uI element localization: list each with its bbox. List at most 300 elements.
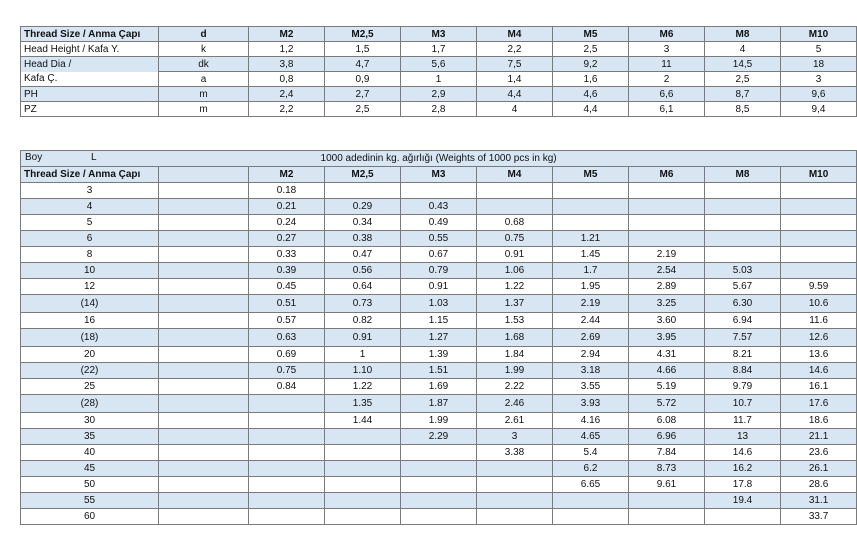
weight-value-cell: 1.69 xyxy=(401,379,477,395)
weight-value-cell: 9.61 xyxy=(629,477,705,493)
weights-row xyxy=(21,461,857,477)
weights-row xyxy=(21,215,857,231)
weight-value-cell xyxy=(401,183,477,199)
weights-header-cell: M4 xyxy=(477,167,553,183)
dimensions-value-cell: 3 xyxy=(781,72,857,87)
weight-value-cell: 1.22 xyxy=(477,279,553,295)
weight-value-cell: 1.06 xyxy=(477,263,553,279)
weight-value-cell: 10.7 xyxy=(705,395,781,413)
weight-value-cell: 1.22 xyxy=(325,379,401,395)
dimensions-value-cell: 2,4 xyxy=(249,87,325,102)
weight-value-cell: 2.69 xyxy=(553,329,629,347)
weight-value-cell: 0.45 xyxy=(249,279,325,295)
weight-value-cell: 6.2 xyxy=(553,461,629,477)
weight-value-cell: 6.94 xyxy=(705,313,781,329)
weights-row xyxy=(21,429,857,445)
weight-value-cell: 0.82 xyxy=(325,313,401,329)
weights-row xyxy=(21,263,857,279)
spacer-cell xyxy=(159,215,249,231)
weights-title-cell xyxy=(21,151,857,167)
spacer-cell xyxy=(159,313,249,329)
weight-value-cell: 14.6 xyxy=(705,445,781,461)
dimensions-value-cell: 4 xyxy=(477,102,553,117)
weight-value-cell: 16.1 xyxy=(781,379,857,395)
weight-value-cell xyxy=(553,509,629,525)
length-cell: (22) xyxy=(21,363,159,379)
weight-value-cell: 23.6 xyxy=(781,445,857,461)
dimensions-value-cell: 1,2 xyxy=(249,42,325,57)
dimensions-value-cell: 2,7 xyxy=(325,87,401,102)
dimensions-value-cell: 6,6 xyxy=(629,87,705,102)
weight-value-cell xyxy=(249,429,325,445)
weight-value-cell: 8.73 xyxy=(629,461,705,477)
dimensions-value-cell: 1,4 xyxy=(477,72,553,87)
weight-value-cell: 0.69 xyxy=(249,347,325,363)
dimensions-row-label: PZ xyxy=(21,102,159,117)
weights-row xyxy=(21,183,857,199)
weight-value-cell: 5.03 xyxy=(705,263,781,279)
dimensions-value-cell: 4,4 xyxy=(553,102,629,117)
weight-value-cell: 0.56 xyxy=(325,263,401,279)
dimensions-value-cell: 14,5 xyxy=(705,57,781,72)
dimensions-row xyxy=(21,72,857,87)
dimensions-row-label: Head Height / Kafa Y. xyxy=(21,42,159,57)
spacer-cell xyxy=(159,199,249,215)
dimensions-value-cell: 2,2 xyxy=(477,42,553,57)
weight-value-cell xyxy=(477,509,553,525)
weight-value-cell xyxy=(325,429,401,445)
weight-value-cell: 0.55 xyxy=(401,231,477,247)
weights-table xyxy=(20,150,857,525)
weights-row xyxy=(21,313,857,329)
weight-value-cell: 2.94 xyxy=(553,347,629,363)
spacer-cell xyxy=(159,231,249,247)
weight-value-cell: 0.43 xyxy=(401,199,477,215)
length-cell: 8 xyxy=(21,247,159,263)
weights-header-cell: M8 xyxy=(705,167,781,183)
weights-header-cell: M2 xyxy=(249,167,325,183)
weights-title-row xyxy=(21,151,857,167)
length-cell: 4 xyxy=(21,199,159,215)
weight-value-cell: 5.72 xyxy=(629,395,705,413)
weight-value-cell xyxy=(249,461,325,477)
dimensions-header-cell: M6 xyxy=(629,27,705,42)
dimensions-row-symbol: k xyxy=(159,42,249,57)
weight-value-cell xyxy=(325,509,401,525)
dimensions-value-cell: 2 xyxy=(629,72,705,87)
weight-value-cell xyxy=(781,263,857,279)
weight-value-cell xyxy=(629,215,705,231)
weights-row xyxy=(21,347,857,363)
dimensions-row-symbol: a xyxy=(159,72,249,87)
dimensions-value-cell: 2,9 xyxy=(401,87,477,102)
weight-value-cell: 0.75 xyxy=(249,363,325,379)
weight-value-cell xyxy=(629,183,705,199)
weight-value-cell xyxy=(325,445,401,461)
weights-header-cell: M5 xyxy=(553,167,629,183)
weight-value-cell: 0.27 xyxy=(249,231,325,247)
length-cell: 55 xyxy=(21,493,159,509)
weight-value-cell: 0.34 xyxy=(325,215,401,231)
weight-value-cell xyxy=(249,477,325,493)
weight-value-cell: 1.99 xyxy=(401,413,477,429)
dimensions-row xyxy=(21,57,857,72)
spacer-cell xyxy=(159,295,249,313)
dimensions-row xyxy=(21,42,857,57)
weight-value-cell xyxy=(249,445,325,461)
weight-value-cell: 1.95 xyxy=(553,279,629,295)
boy-label: Boy xyxy=(25,152,43,163)
spacer-cell xyxy=(159,183,249,199)
weight-value-cell: 12.6 xyxy=(781,329,857,347)
weight-value-cell: 2.19 xyxy=(629,247,705,263)
weight-value-cell: 4.66 xyxy=(629,363,705,379)
weight-value-cell: 3.18 xyxy=(553,363,629,379)
weight-value-cell: 1.68 xyxy=(477,329,553,347)
length-cell: (18) xyxy=(21,329,159,347)
dimensions-value-cell: 1,5 xyxy=(325,42,401,57)
weight-value-cell xyxy=(629,493,705,509)
weight-value-cell: 0.18 xyxy=(249,183,325,199)
spacer-cell xyxy=(159,347,249,363)
dimensions-value-cell: 11 xyxy=(629,57,705,72)
weight-value-cell: 28.6 xyxy=(781,477,857,493)
dimensions-row-symbol: dk xyxy=(159,57,249,72)
spacer-cell xyxy=(159,329,249,347)
weights-row xyxy=(21,493,857,509)
length-cell: 30 xyxy=(21,413,159,429)
dimensions-header-cell: d xyxy=(159,27,249,42)
weight-value-cell xyxy=(325,477,401,493)
dimensions-value-cell: 2,8 xyxy=(401,102,477,117)
spacer-cell xyxy=(159,509,249,525)
weights-header-cell: M2,5 xyxy=(325,167,401,183)
weight-value-cell: 4.65 xyxy=(553,429,629,445)
weight-value-cell: 14.6 xyxy=(781,363,857,379)
spacer-cell xyxy=(159,477,249,493)
spacer-cell xyxy=(159,429,249,445)
weight-value-cell: 5.19 xyxy=(629,379,705,395)
weight-value-cell xyxy=(249,509,325,525)
dimensions-value-cell: 2,5 xyxy=(553,42,629,57)
weight-value-cell xyxy=(781,183,857,199)
dimensions-header-cell: M8 xyxy=(705,27,781,42)
weight-value-cell: 1 xyxy=(325,347,401,363)
length-cell: 12 xyxy=(21,279,159,295)
weight-value-cell xyxy=(553,493,629,509)
weight-value-cell: 3 xyxy=(477,429,553,445)
weight-value-cell: 0.38 xyxy=(325,231,401,247)
dimensions-header-row xyxy=(21,27,857,42)
weights-row xyxy=(21,363,857,379)
weight-value-cell: 2.89 xyxy=(629,279,705,295)
dimensions-header-cell: Thread Size / Anma Çapı xyxy=(21,27,159,42)
weight-value-cell: 0.64 xyxy=(325,279,401,295)
dimensions-value-cell: 2,5 xyxy=(705,72,781,87)
weight-value-cell: 13 xyxy=(705,429,781,445)
weight-value-cell: 6.30 xyxy=(705,295,781,313)
length-cell: 5 xyxy=(21,215,159,231)
weight-value-cell: 0.21 xyxy=(249,199,325,215)
dimensions-row xyxy=(21,102,857,117)
weight-value-cell: 1.21 xyxy=(553,231,629,247)
weights-row xyxy=(21,247,857,263)
weight-value-cell: 3.60 xyxy=(629,313,705,329)
weight-value-cell xyxy=(249,413,325,429)
length-cell: 45 xyxy=(21,461,159,477)
weight-value-cell xyxy=(781,231,857,247)
length-cell: 10 xyxy=(21,263,159,279)
weights-row xyxy=(21,231,857,247)
dimensions-value-cell: 5,6 xyxy=(401,57,477,72)
dimensions-value-cell: 1,6 xyxy=(553,72,629,87)
weight-value-cell: 33.7 xyxy=(781,509,857,525)
weight-value-cell xyxy=(629,231,705,247)
spacer-cell xyxy=(159,363,249,379)
weight-value-cell: 4.31 xyxy=(629,347,705,363)
weight-value-cell xyxy=(705,183,781,199)
weight-value-cell xyxy=(781,199,857,215)
length-cell: 3 xyxy=(21,183,159,199)
length-cell: 20 xyxy=(21,347,159,363)
weight-value-cell: 19.4 xyxy=(705,493,781,509)
weight-value-cell: 3.55 xyxy=(553,379,629,395)
weight-value-cell: 0.75 xyxy=(477,231,553,247)
weight-value-cell: 0.24 xyxy=(249,215,325,231)
length-cell: 35 xyxy=(21,429,159,445)
weight-value-cell: 1.87 xyxy=(401,395,477,413)
weight-value-cell: 1.53 xyxy=(477,313,553,329)
weight-value-cell xyxy=(401,493,477,509)
weight-value-cell: 0.73 xyxy=(325,295,401,313)
weight-value-cell: 21.1 xyxy=(781,429,857,445)
weight-value-cell xyxy=(553,215,629,231)
weights-row xyxy=(21,477,857,493)
weight-value-cell: 0.47 xyxy=(325,247,401,263)
weights-row xyxy=(21,295,857,313)
weight-value-cell xyxy=(325,461,401,477)
weight-value-cell: 0.39 xyxy=(249,263,325,279)
dimensions-row-label: PH xyxy=(21,87,159,102)
weight-value-cell: 2.46 xyxy=(477,395,553,413)
weight-value-cell: 1.44 xyxy=(325,413,401,429)
weight-value-cell: 17.8 xyxy=(705,477,781,493)
weight-value-cell: 0.91 xyxy=(325,329,401,347)
weights-header-cell: M6 xyxy=(629,167,705,183)
weight-value-cell: 1.39 xyxy=(401,347,477,363)
dimensions-value-cell: 3 xyxy=(629,42,705,57)
weight-value-cell: 1.84 xyxy=(477,347,553,363)
weight-value-cell xyxy=(705,231,781,247)
weight-value-cell: 1.37 xyxy=(477,295,553,313)
dimensions-value-cell: 1,7 xyxy=(401,42,477,57)
spacer-cell xyxy=(159,379,249,395)
weight-value-cell: 0.79 xyxy=(401,263,477,279)
dimensions-header-cell: M5 xyxy=(553,27,629,42)
weight-value-cell: 16.2 xyxy=(705,461,781,477)
dimensions-value-cell: 8,7 xyxy=(705,87,781,102)
weight-value-cell: 1.27 xyxy=(401,329,477,347)
weights-row xyxy=(21,279,857,295)
weight-value-cell: 4.16 xyxy=(553,413,629,429)
weight-value-cell xyxy=(401,477,477,493)
weight-value-cell: 1.99 xyxy=(477,363,553,379)
weight-value-cell xyxy=(249,493,325,509)
dimensions-value-cell: 4,6 xyxy=(553,87,629,102)
weight-value-cell: 6.65 xyxy=(553,477,629,493)
weight-value-cell: 6.96 xyxy=(629,429,705,445)
weight-value-cell: 17.6 xyxy=(781,395,857,413)
weight-value-cell: 0.33 xyxy=(249,247,325,263)
dimensions-value-cell: 4,7 xyxy=(325,57,401,72)
weight-value-cell xyxy=(477,199,553,215)
dimensions-value-cell: 3,8 xyxy=(249,57,325,72)
weight-value-cell xyxy=(553,183,629,199)
weights-row xyxy=(21,199,857,215)
weight-value-cell: 11.6 xyxy=(781,313,857,329)
weight-value-cell: 0.29 xyxy=(325,199,401,215)
weight-value-cell: 1.10 xyxy=(325,363,401,379)
spacer-cell xyxy=(159,413,249,429)
weights-row xyxy=(21,413,857,429)
weight-value-cell xyxy=(705,247,781,263)
weight-value-cell: 0.91 xyxy=(401,279,477,295)
dimensions-header-cell: M2 xyxy=(249,27,325,42)
weight-value-cell: 7.84 xyxy=(629,445,705,461)
weight-value-cell xyxy=(553,199,629,215)
weight-value-cell xyxy=(705,215,781,231)
weight-value-cell: 2.29 xyxy=(401,429,477,445)
dimensions-header-cell: M2,5 xyxy=(325,27,401,42)
weight-value-cell xyxy=(401,445,477,461)
dimensions-value-cell: 2,2 xyxy=(249,102,325,117)
weight-value-cell: 2.19 xyxy=(553,295,629,313)
dimensions-value-cell: 5 xyxy=(781,42,857,57)
dimensions-row xyxy=(21,87,857,102)
weight-value-cell: 6.08 xyxy=(629,413,705,429)
weight-value-cell: 11.7 xyxy=(705,413,781,429)
weight-value-cell: 2.44 xyxy=(553,313,629,329)
dimensions-row-symbol: m xyxy=(159,87,249,102)
dimensions-row-symbol: m xyxy=(159,102,249,117)
spacer-cell xyxy=(159,493,249,509)
length-symbol: L xyxy=(91,152,97,163)
weight-value-cell: 9.79 xyxy=(705,379,781,395)
length-cell: 16 xyxy=(21,313,159,329)
length-cell: (28) xyxy=(21,395,159,413)
spacer-cell xyxy=(159,395,249,413)
weight-value-cell xyxy=(781,215,857,231)
weight-value-cell xyxy=(325,183,401,199)
dimensions-row-label: Kafa Ç. xyxy=(21,72,159,87)
weight-value-cell: 31.1 xyxy=(781,493,857,509)
weight-value-cell: 1.7 xyxy=(553,263,629,279)
weight-value-cell: 5.4 xyxy=(553,445,629,461)
weight-value-cell xyxy=(249,395,325,413)
length-cell: 25 xyxy=(21,379,159,395)
weights-row xyxy=(21,509,857,525)
weight-value-cell: 26.1 xyxy=(781,461,857,477)
dimensions-value-cell: 7,5 xyxy=(477,57,553,72)
weights-header-cell: M10 xyxy=(781,167,857,183)
weight-value-cell: 2.54 xyxy=(629,263,705,279)
spacer-cell xyxy=(159,279,249,295)
spacer-cell xyxy=(159,461,249,477)
weight-value-cell: 7.57 xyxy=(705,329,781,347)
weights-row xyxy=(21,379,857,395)
weight-value-cell: 0.68 xyxy=(477,215,553,231)
weight-value-cell xyxy=(401,461,477,477)
weight-value-cell: 0.57 xyxy=(249,313,325,329)
length-cell: 60 xyxy=(21,509,159,525)
weight-value-cell xyxy=(629,509,705,525)
weight-value-cell: 3.38 xyxy=(477,445,553,461)
weight-value-cell: 10.6 xyxy=(781,295,857,313)
weights-row xyxy=(21,395,857,413)
weight-value-cell: 5.67 xyxy=(705,279,781,295)
dimensions-value-cell: 1 xyxy=(401,72,477,87)
weight-value-cell: 18.6 xyxy=(781,413,857,429)
weights-header-row xyxy=(21,167,857,183)
weight-value-cell xyxy=(781,247,857,263)
weight-value-cell: 0.51 xyxy=(249,295,325,313)
weights-header-cell: M3 xyxy=(401,167,477,183)
weight-value-cell xyxy=(705,199,781,215)
dimensions-row-label: Head Dia / xyxy=(21,57,159,72)
dimensions-header-cell: M10 xyxy=(781,27,857,42)
weight-value-cell: 0.49 xyxy=(401,215,477,231)
weights-header-cell xyxy=(159,167,249,183)
spacer-cell xyxy=(159,263,249,279)
weight-value-cell: 0.84 xyxy=(249,379,325,395)
weight-value-cell: 0.67 xyxy=(401,247,477,263)
weight-value-cell: 9.59 xyxy=(781,279,857,295)
dimensions-value-cell: 4 xyxy=(705,42,781,57)
length-cell: (14) xyxy=(21,295,159,313)
weights-row xyxy=(21,329,857,347)
weight-value-cell xyxy=(477,477,553,493)
weight-value-cell: 1.45 xyxy=(553,247,629,263)
dimensions-value-cell: 9,4 xyxy=(781,102,857,117)
weight-value-cell xyxy=(325,493,401,509)
weight-value-cell: 3.93 xyxy=(553,395,629,413)
dimensions-header-cell: M3 xyxy=(401,27,477,42)
length-cell: 40 xyxy=(21,445,159,461)
weight-value-cell xyxy=(401,509,477,525)
weight-value-cell: 2.61 xyxy=(477,413,553,429)
dimensions-value-cell: 6,1 xyxy=(629,102,705,117)
weights-row xyxy=(21,445,857,461)
weight-value-cell: 13.6 xyxy=(781,347,857,363)
weight-value-cell: 0.63 xyxy=(249,329,325,347)
weight-value-cell: 8.21 xyxy=(705,347,781,363)
dimensions-table xyxy=(20,26,857,117)
dimensions-value-cell: 9,6 xyxy=(781,87,857,102)
spacer-cell xyxy=(159,247,249,263)
weight-value-cell: 8.84 xyxy=(705,363,781,379)
weight-value-cell: 3.95 xyxy=(629,329,705,347)
dimensions-value-cell: 9,2 xyxy=(553,57,629,72)
weight-value-cell xyxy=(629,199,705,215)
dimensions-value-cell: 18 xyxy=(781,57,857,72)
weight-value-cell: 2.22 xyxy=(477,379,553,395)
weight-value-cell: 0.91 xyxy=(477,247,553,263)
dimensions-header-cell: M4 xyxy=(477,27,553,42)
weight-value-cell: 3.25 xyxy=(629,295,705,313)
weight-value-cell xyxy=(477,461,553,477)
weight-value-cell: 1.03 xyxy=(401,295,477,313)
dimensions-value-cell: 0,8 xyxy=(249,72,325,87)
